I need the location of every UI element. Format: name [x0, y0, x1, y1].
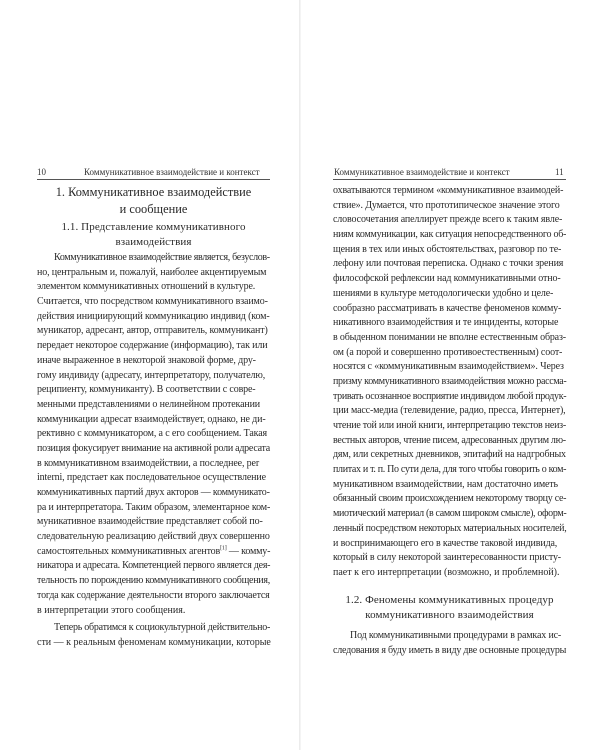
running-head: Коммуникативное взаимодействие и контекст	[334, 167, 510, 177]
text-line: позиция фокусирует внимание на активной роли адресата	[37, 442, 270, 454]
text-line: шениями в культуре методологически удобно и целе-	[333, 287, 554, 299]
right-page	[300, 0, 600, 750]
body-text	[333, 184, 573, 581]
text-line: чтение той или иной книги, интерпретацию текстов неиз-	[333, 420, 566, 431]
text-line: миотический материал (в самом широком смысле), оформ-	[333, 508, 567, 520]
text-line: тогда как содержание деятельности второго заключается	[37, 589, 270, 601]
text-line: никатора и адресата. Компетенцией первого является дея-	[37, 560, 271, 572]
body-text	[333, 629, 573, 658]
text-line: действия инициирующий коммуникацию индивид (ком-	[37, 310, 270, 322]
section-heading-line: 1.2. Феномены коммуникативных процедур	[345, 594, 554, 606]
header-rule	[333, 179, 566, 180]
text-line: Теперь обратимся к социокультурной действительно-	[54, 622, 271, 634]
text-line: плитах и т. п. По сути дела, для того чтобы говорить о ком-	[333, 464, 567, 476]
page-number: 11	[555, 167, 564, 177]
text-line: Под коммуникативными процедурами в рамках ис-	[350, 630, 562, 641]
text-line: следовательную реализацию действий двух совершенно	[37, 531, 270, 543]
text-line: менными представлениями о нелинейном протекании	[37, 398, 260, 410]
text-line: охватываются термином «коммуникативное взаимодей-	[333, 185, 564, 196]
text-line: передает некоторое содержание (информацию), так или	[37, 340, 268, 352]
text-line: никативного взаимодействия и те инциденты, которые	[333, 317, 559, 329]
section-heading-line: 1.1. Представление коммуникативного	[61, 221, 246, 233]
text-line: призму коммуникативного взаимодействия можно рассма-	[333, 375, 567, 387]
chapter-heading-line: 1. Коммуникативное взаимодействие	[55, 185, 252, 199]
text-line: носятся с «коммуникативным взаимодействием». Через	[333, 361, 564, 373]
text-line: в коммуникативном взаимодействии, а последнее, per	[37, 457, 260, 469]
header-rule	[37, 179, 270, 180]
text-line: муникатор, адресант, автор, отправитель, коммуникант)	[37, 325, 268, 337]
text-line: иначе выраженное в некоторой знаковой форме, дру-	[37, 354, 256, 366]
text-line: муникативном взаимодействии, нам достаточно иметь	[333, 478, 558, 490]
text-line: муникативное взаимодействие представляет собой по-	[37, 516, 263, 528]
text-line: лефону или почтовая переписка. Однако с точки зрения	[333, 258, 564, 270]
text-line: элементом коммуникативных отношений в культуре.	[37, 281, 256, 293]
text-line: философской рефлексии над коммуникативными отно-	[333, 273, 561, 285]
text-line: ции масс-медиа (телевидение, радио, пресса, Интернет),	[333, 405, 566, 417]
text-line: и воспринимающего его в качестве таковой индивида,	[333, 537, 558, 549]
text-line: сообразно рассматривать в качестве феноменов комму-	[333, 302, 562, 314]
text-line: вестных авторов, чтение писем, адресованных другим лю-	[333, 434, 566, 446]
text-line: ниям коммуникации, как ситуация непосредственного об-	[333, 229, 567, 241]
text-line: в интерпретации этого сообщения.	[37, 604, 186, 616]
page-number: 10	[37, 167, 46, 177]
text-line: реципиенту, коммуниканту). В соответствии с совре-	[37, 384, 256, 396]
text-line: пает к его интерпретации (возможно, и проблемной).	[333, 566, 560, 578]
text-line: Коммуникативное взаимодействие является, безуслов-	[54, 252, 270, 263]
text-line: коммуникации адресат взаимодействует, однако, не ди-	[37, 413, 266, 425]
text-line: дям, или секретных дневников, эпитафий на надгробных	[333, 449, 566, 461]
text-line: тривать осознанное восприятие индивидом любой продук-	[333, 390, 567, 402]
text-line: тельность по порождению коммуникативного сообщения,	[37, 575, 270, 587]
text-line: сти — к реальным феноменам коммуникации, которые	[37, 636, 271, 648]
text-line: ленный посредством некоторых материальных носителей,	[333, 522, 567, 534]
text-fragment: — комму-	[226, 545, 271, 557]
chapter-heading-line: и сообщение	[119, 202, 188, 216]
text-line: но, центральным и, пожалуй, наиболее акцентируемым	[37, 266, 267, 278]
text-line: ра и интерпретатора. Таким образом, элементарное ком-	[37, 501, 271, 513]
section-heading	[37, 220, 270, 249]
text-line: следования я буду иметь в виду две основные процедуры	[333, 644, 567, 656]
text-line: в обыденном понимании не вполне естественным образ-	[333, 331, 566, 343]
text-line: обязанный своим происхождением некоторому творцу се-	[333, 493, 567, 505]
text-line: рективно с коммуникатором, а с его сообщением. Такая	[37, 428, 268, 440]
chapter-heading	[37, 184, 270, 218]
text-line: самостоятельных коммуникативных агентов[1] — комму-	[37, 545, 271, 557]
text-line: interni, предстает как последовательное осуществление	[37, 472, 266, 484]
footnote-marker[interactable]: [1]	[220, 545, 227, 552]
text-line: ом (а порой и совершенно противоестественным) соот-	[333, 346, 563, 358]
running-head: Коммуникативное взаимодействие и контекст	[84, 167, 260, 177]
section-heading	[333, 593, 566, 622]
body-text	[37, 251, 277, 651]
text-line: ствие». Думается, что прототипическое значение этого	[333, 199, 560, 211]
text-line: щения в тех или иных обстоятельствах, разговор по те-	[333, 243, 562, 255]
text-line: гому индивиду (адресату, интерпретатору, получателю,	[37, 369, 266, 381]
text-line: словосочетания апеллирует прежде всего к таким явле-	[333, 214, 563, 226]
text-line: Считается, что посредством коммуникативного взаимо-	[37, 296, 268, 308]
text-line: который в силу некоторой заинтересованности присту-	[333, 552, 562, 564]
section-heading-line: коммуникативного взаимодействия	[365, 608, 534, 621]
text-line: коммуникативных партий двух акторов — коммуникато-	[37, 487, 270, 498]
section-heading-line: взаимодействия	[115, 235, 192, 248]
